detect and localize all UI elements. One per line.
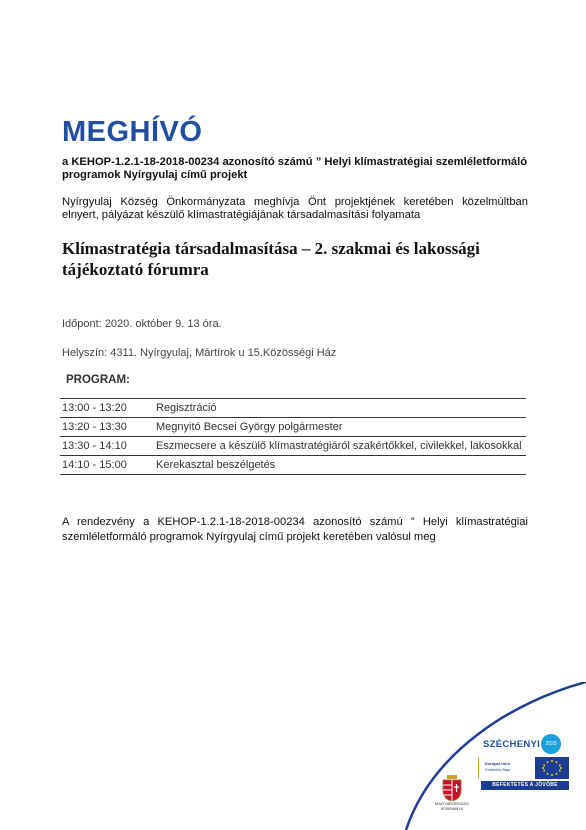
- eu-label: Európai Unió: [485, 761, 510, 766]
- program-time: 13:20 - 13:30: [60, 418, 153, 437]
- szechenyi-badge: 2020: [541, 734, 561, 754]
- program-item: Eszmecsere a készülő klímastratégiáról szakértőkkel, civilekkel, lakosokkal: [153, 437, 526, 456]
- eu-flag-icon: [535, 757, 569, 779]
- project-subtitle: a KEHOP-1.2.1-18-2018-00234 azonosító számú ” Helyi klímastratégiai szemléletformáló programok Nyírgyulaj című projekt: [62, 156, 528, 181]
- program-label: PROGRAM:: [66, 374, 130, 386]
- event-date: Időpont: 2020. október 9. 13 óra.: [62, 318, 222, 330]
- eu-divider: [478, 757, 480, 779]
- table-row: [60, 399, 526, 418]
- program-item: Kerekasztal beszélgetés: [153, 456, 526, 475]
- invest-banner: BEFEKTETÉS A JÖVŐBE: [481, 781, 569, 790]
- gov-label-line1: MAGYARORSZÁG: [435, 801, 469, 806]
- footer-paragraph: A rendezvény a KEHOP-1.2.1-18-2018-00234 azonosító számú ” Helyi klímastratégiai szemléletformáló programok Nyírgyulaj című projekt keretében valósul meg: [62, 516, 528, 543]
- program-item: Megnyitó Becsei György polgármester: [153, 418, 526, 437]
- program-time: 13:30 - 14:10: [60, 437, 153, 456]
- table-row: [60, 418, 526, 437]
- table-row: [60, 437, 526, 456]
- szechenyi-logo-text: SZÉCHENYI: [483, 739, 541, 750]
- event-location: Helyszín: 4311. Nyírgyulaj, Mártírok u 15.Közösségi Ház: [62, 347, 337, 359]
- page-title: MEGHÍVÓ: [62, 116, 203, 148]
- program-time: 13:00 - 13:20: [60, 399, 153, 418]
- eu-fund-label: Kohéziós Alap: [485, 767, 511, 772]
- event-heading: Klímastratégia társadalmasítása – 2. szakmai és lakossági tájékoztató fórumra: [62, 239, 480, 279]
- program-item: Regisztráció: [153, 399, 526, 418]
- gov-label-line2: KORMÁNYA: [440, 806, 464, 811]
- hungarian-crest-icon: [441, 775, 463, 801]
- program-table: [60, 398, 526, 475]
- table-row: [60, 456, 526, 475]
- intro-paragraph: Nyírgyulaj Község Önkormányzata meghívja Önt projektjének keretében közelmúltban elnyert, pályázat készülő klímastratégiájának társadalmasítási folyamata: [62, 196, 528, 221]
- program-time: 14:10 - 15:00: [60, 456, 153, 475]
